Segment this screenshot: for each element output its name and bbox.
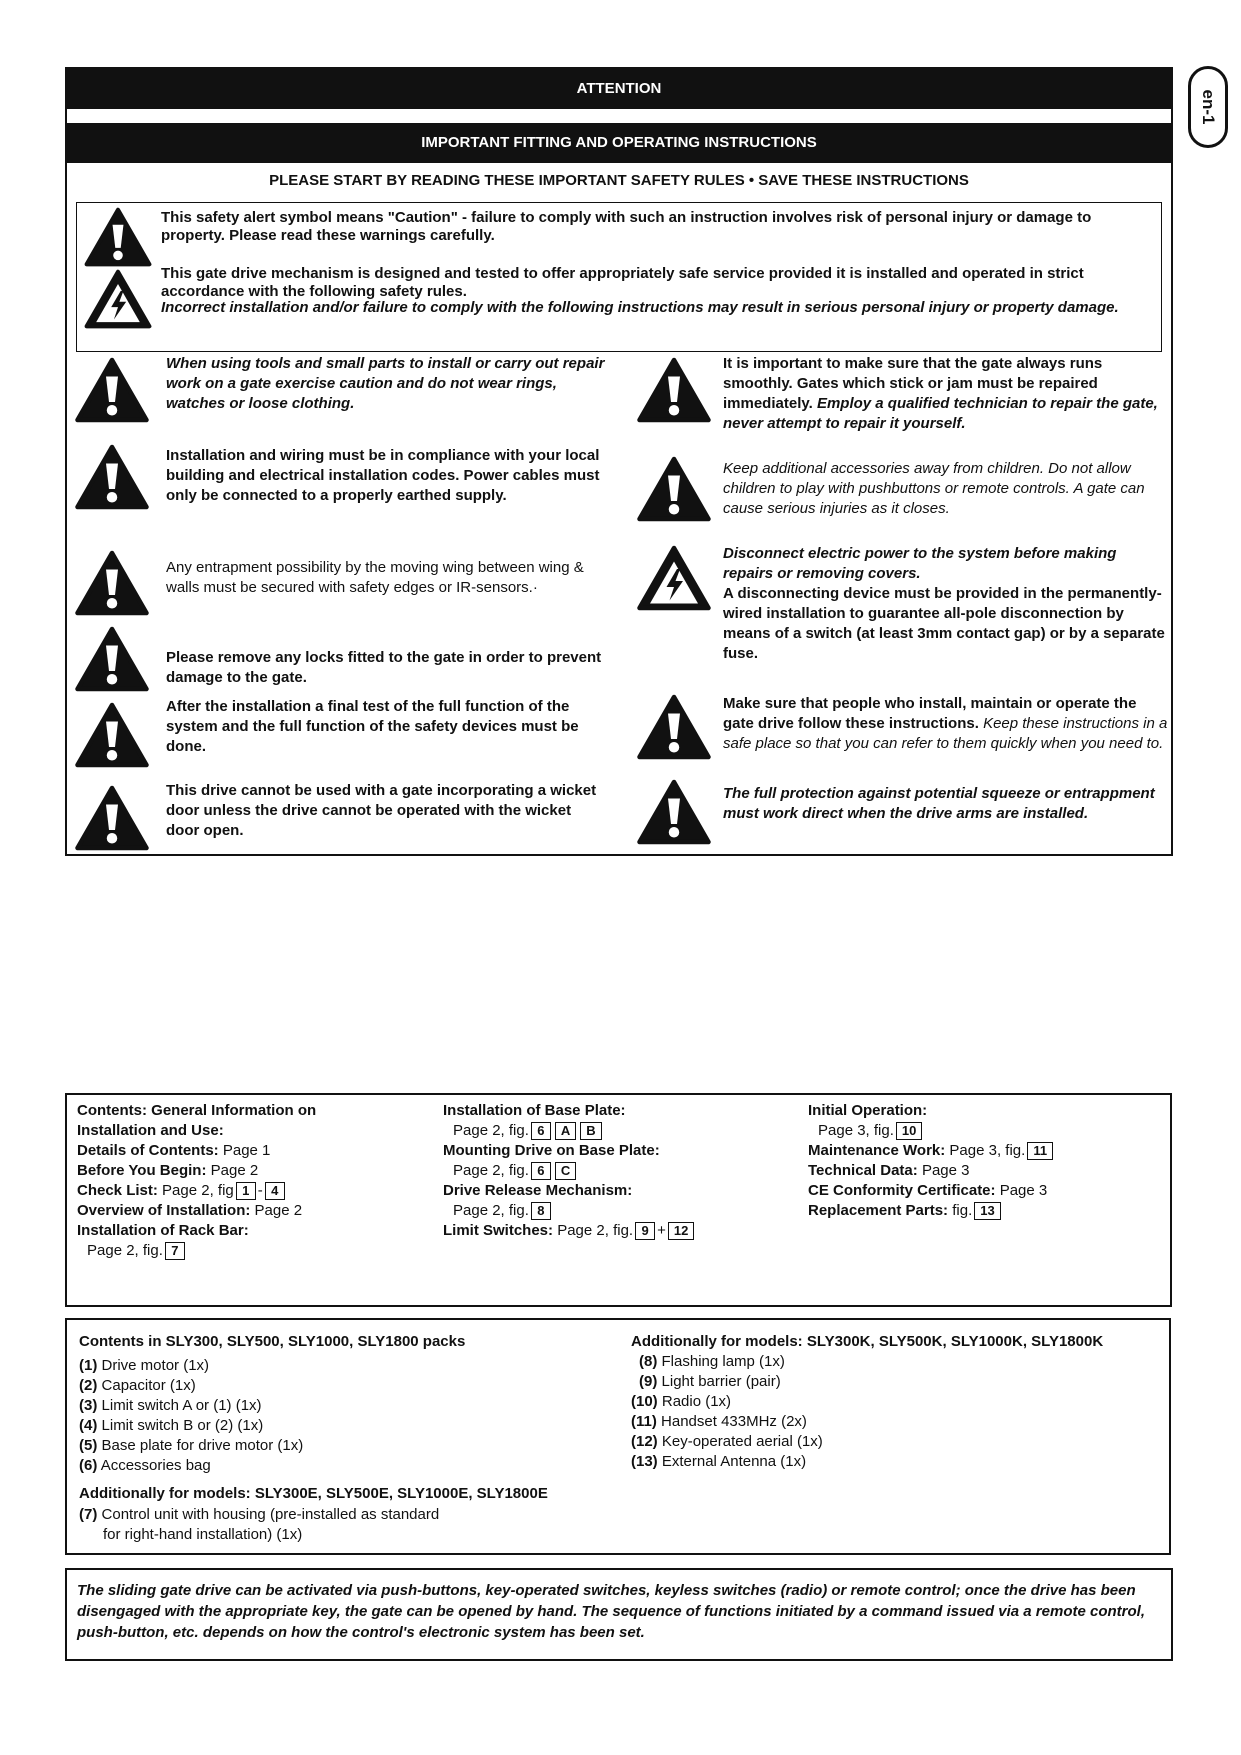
technical-data-page: Page 3 (921, 1162, 970, 1179)
figure-ref: B (580, 1122, 601, 1140)
figure-ref: 11 (1027, 1142, 1053, 1160)
disconnect-power-text: Disconnect electric power to the system before making repairs or removing covers. (723, 545, 1117, 582)
figure-ref: 6 (531, 1162, 551, 1180)
pack-contents-box (65, 1318, 1171, 1555)
before-label: Before You Begin: (77, 1162, 207, 1179)
overview-entry (77, 1201, 437, 1221)
activation-note: The sliding gate drive can be activated via push-buttons, key-operated switches, keyless switches (radio) or remote control; once the drive has been disengaged with the appropriate key, the gate can be opened by hand. The sequence of functions initiated by a command issued via a remote control, push-button, etc. depends on how the control's electronic system has been set. (77, 1582, 1145, 1641)
warning-exclamation-icon (74, 550, 150, 616)
activation-note-box (65, 1568, 1173, 1661)
figure-ref: 8 (531, 1202, 551, 1220)
base-plate-page: Page 2, fig. (453, 1122, 529, 1139)
general-info-line-2: Installation and Use: (77, 1122, 224, 1139)
checklist-page: Page 2, fig (162, 1182, 234, 1199)
ce-label: CE Conformity Certificate: (808, 1182, 996, 1199)
list-item: (8) Flashing lamp (1x) (639, 1353, 785, 1370)
children-warning: Keep additional accessories away from children. Do not allow children to play with pushbuttons or remote controls. A gate can cause serious injuries as it closes. (723, 460, 1145, 517)
initial-operation-page: Page 3, fig. (818, 1122, 894, 1139)
item-number: (7) (79, 1506, 98, 1523)
list-item: (3) Limit switch A or (1) (1x) (79, 1397, 262, 1414)
figure-ref: 9 (635, 1222, 655, 1240)
maintenance-page: Page 3, fig. (949, 1142, 1026, 1159)
wicket-door-warning: This drive cannot be used with a gate incorporating a wicket door unless the drive cannot be operated with the wicket door open. (166, 782, 597, 839)
k-models-title: Additionally for models: SLY300K, SLY500K, SLY1000K, SLY1800K (631, 1333, 1104, 1350)
mounting-label: Mounting Drive on Base Plate: (443, 1142, 660, 1159)
list-item: (13) External Antenna (1x) (631, 1453, 807, 1470)
design-text: This gate drive mechanism is designed and tested to offer appropriately safe service provided it is installed and operated in strict accordance with the following safety rules. (161, 265, 1084, 300)
page-number: en-1 (1199, 89, 1218, 125)
k-models-list (631, 1352, 1151, 1472)
ce-entry (808, 1181, 1158, 1201)
initial-operation-label: Initial Operation: (808, 1102, 928, 1119)
incorrect-installation-text: Incorrect installation and/or failure to comply with the following instructions may result in serious personal injury or property damage. (161, 299, 1119, 316)
list-item: (10) Radio (1x) (631, 1393, 732, 1410)
contents-column-2 (443, 1101, 773, 1241)
overview-label: Overview of Installation: (77, 1202, 251, 1219)
electric-hazard-icon (83, 269, 153, 329)
warning-exclamation-icon (636, 456, 712, 522)
list-item: (11) Handset 433MHz (2x) (631, 1413, 807, 1430)
base-plate-label: Installation of Base Plate: (443, 1102, 626, 1119)
list-item: (5) Base plate for drive motor (1x) (79, 1437, 304, 1454)
wiring-warning: Installation and wiring must be in compliance with your local building and electrical installation codes. Power cables must only be connected to a properly earthed supply. (166, 447, 600, 504)
details-page: Page 1 (222, 1142, 271, 1159)
list-item: (2) Capacitor (1x) (79, 1377, 196, 1394)
figure-ref: 7 (165, 1242, 185, 1260)
technical-data-entry (808, 1161, 1158, 1181)
general-info-line-1: Contents: General Information on (77, 1102, 317, 1119)
technical-data-label: Technical Data: (808, 1162, 918, 1179)
safety-rules-heading: PLEASE START BY READING THESE IMPORTANT SAFETY RULES • SAVE THESE INSTRUCTIONS (269, 172, 969, 189)
item-text: Control unit with housing (pre-installed as standard (101, 1506, 440, 1523)
figure-plus: + (657, 1222, 666, 1239)
keep-instructions-text: Keep these instructions in a safe place so that you can refer to them quickly when you need to. (723, 715, 1168, 752)
disconnect-power-warning (723, 544, 1169, 664)
disconnecting-device-text: A disconnecting device must be provided in the permanently-wired installation to guarantee all-pole disconnection by means of a switch (at least 3mm contact gap) or by a separate fuse. (723, 585, 1165, 662)
details-entry (77, 1141, 437, 1161)
mounting-page: Page 2, fig. (453, 1162, 529, 1179)
figure-ref: 10 (896, 1122, 922, 1140)
follow-instructions-text: Make sure that people who install, maintain or operate the gate drive follow these instructions. (723, 695, 1137, 732)
smooth-running-warning (723, 354, 1169, 434)
contents-box (65, 1093, 1172, 1307)
release-entry (443, 1201, 773, 1221)
before-page: Page 2 (210, 1162, 259, 1179)
details-label: Details of Contents: (77, 1142, 219, 1159)
overview-page: Page 2 (254, 1202, 303, 1219)
figure-ref: 12 (668, 1222, 694, 1240)
locks-warning: Please remove any locks fitted to the gate in order to prevent damage to the gate. (166, 649, 602, 686)
replacement-parts-entry (808, 1201, 1158, 1221)
checklist-entry (77, 1181, 437, 1201)
caution-text: This safety alert symbol means "Caution" - failure to comply with such an instruction involves risk of personal injury or damage to property. Please read these warnings carefully. (161, 209, 1092, 244)
list-item: (9) Light barrier (pair) (639, 1373, 781, 1390)
list-item: (1) Drive motor (1x) (79, 1357, 210, 1374)
tools-warning: When using tools and small parts to install or carry out repair work on a gate exercise caution and do not wear rings, watches or loose clothing. (166, 355, 605, 412)
caution-explanation-box (76, 202, 1162, 352)
maintenance-label: Maintenance Work: (808, 1142, 946, 1159)
figure-ref: 4 (265, 1182, 285, 1200)
attention-heading: ATTENTION (67, 69, 1171, 109)
warning-exclamation-icon (74, 626, 150, 692)
contents-column-1 (77, 1101, 437, 1261)
pack-contents-title: Contents in SLY300, SLY500, SLY1000, SLY1800 packs (79, 1333, 466, 1350)
release-label: Drive Release Mechanism: (443, 1182, 633, 1199)
item-text-continued: for right-hand installation) (1x) (103, 1526, 303, 1543)
warning-exclamation-icon (74, 357, 150, 423)
final-test-warning: After the installation a final test of the full function of the system and the full function of the safety devices must be done. (166, 698, 579, 755)
limit-switches-label: Limit Switches: (443, 1222, 554, 1239)
maintenance-entry (808, 1141, 1158, 1161)
warning-exclamation-icon (74, 702, 150, 768)
initial-operation-entry (808, 1121, 1158, 1141)
replacement-parts-page: fig. (952, 1202, 973, 1219)
figure-ref: 6 (531, 1122, 551, 1140)
replacement-parts-label: Replacement Parts: (808, 1202, 949, 1219)
pack-items-list (79, 1356, 619, 1476)
warning-exclamation-icon (83, 207, 153, 267)
figure-range-sep: - (257, 1182, 263, 1199)
before-entry (77, 1161, 437, 1181)
ce-page: Page 3 (999, 1182, 1048, 1199)
follow-instructions-warning (723, 694, 1169, 754)
list-item: (4) Limit switch B or (2) (1x) (79, 1417, 264, 1434)
figure-ref: C (555, 1162, 576, 1180)
e-models-title: Additionally for models: SLY300E, SLY500E, SLY1000E, SLY1800E (79, 1485, 548, 1502)
limit-switches-page: Page 2, fig. (557, 1222, 634, 1239)
instructions-heading: IMPORTANT FITTING AND OPERATING INSTRUCTIONS (67, 123, 1171, 163)
warning-exclamation-icon (636, 779, 712, 845)
contents-column-3 (808, 1101, 1158, 1221)
qualified-technician-text: Employ a qualified technician to repair the gate, never attempt to repair it yourself. (723, 395, 1158, 432)
mounting-entry (443, 1161, 773, 1181)
safety-instructions-box (65, 67, 1173, 856)
rack-bar-entry (77, 1241, 437, 1261)
rack-bar-page: Page 2, fig. (87, 1242, 163, 1259)
figure-ref: 13 (974, 1202, 1000, 1220)
electric-hazard-icon (636, 545, 712, 611)
warning-exclamation-icon (74, 785, 150, 851)
list-item: (6) Accessories bag (79, 1457, 211, 1474)
warning-exclamation-icon (636, 694, 712, 760)
checklist-label: Check List: (77, 1182, 158, 1199)
release-page: Page 2, fig. (453, 1202, 529, 1219)
figure-ref: A (555, 1122, 576, 1140)
e-models-item (79, 1505, 619, 1545)
warning-exclamation-icon (74, 444, 150, 510)
page-number-tab (1188, 66, 1228, 148)
rack-bar-label: Installation of Rack Bar: (77, 1222, 249, 1239)
squeeze-protection-warning: The full protection against potential squeeze or entrappment must work direct when the drive arms are installed. (723, 785, 1155, 822)
entrapment-warning: Any entrapment possibility by the moving wing between wing & walls must be secured with safety edges or IR-sensors.· (166, 559, 584, 596)
limit-switches-entry (443, 1221, 773, 1241)
warning-exclamation-icon (636, 357, 712, 423)
figure-ref: 1 (236, 1182, 256, 1200)
smooth-running-text: It is important to make sure that the gate always runs smoothly. Gates which stick or jam must be repaired immediately. (723, 355, 1103, 412)
base-plate-entry (443, 1121, 773, 1141)
list-item: (12) Key-operated aerial (1x) (631, 1433, 823, 1450)
